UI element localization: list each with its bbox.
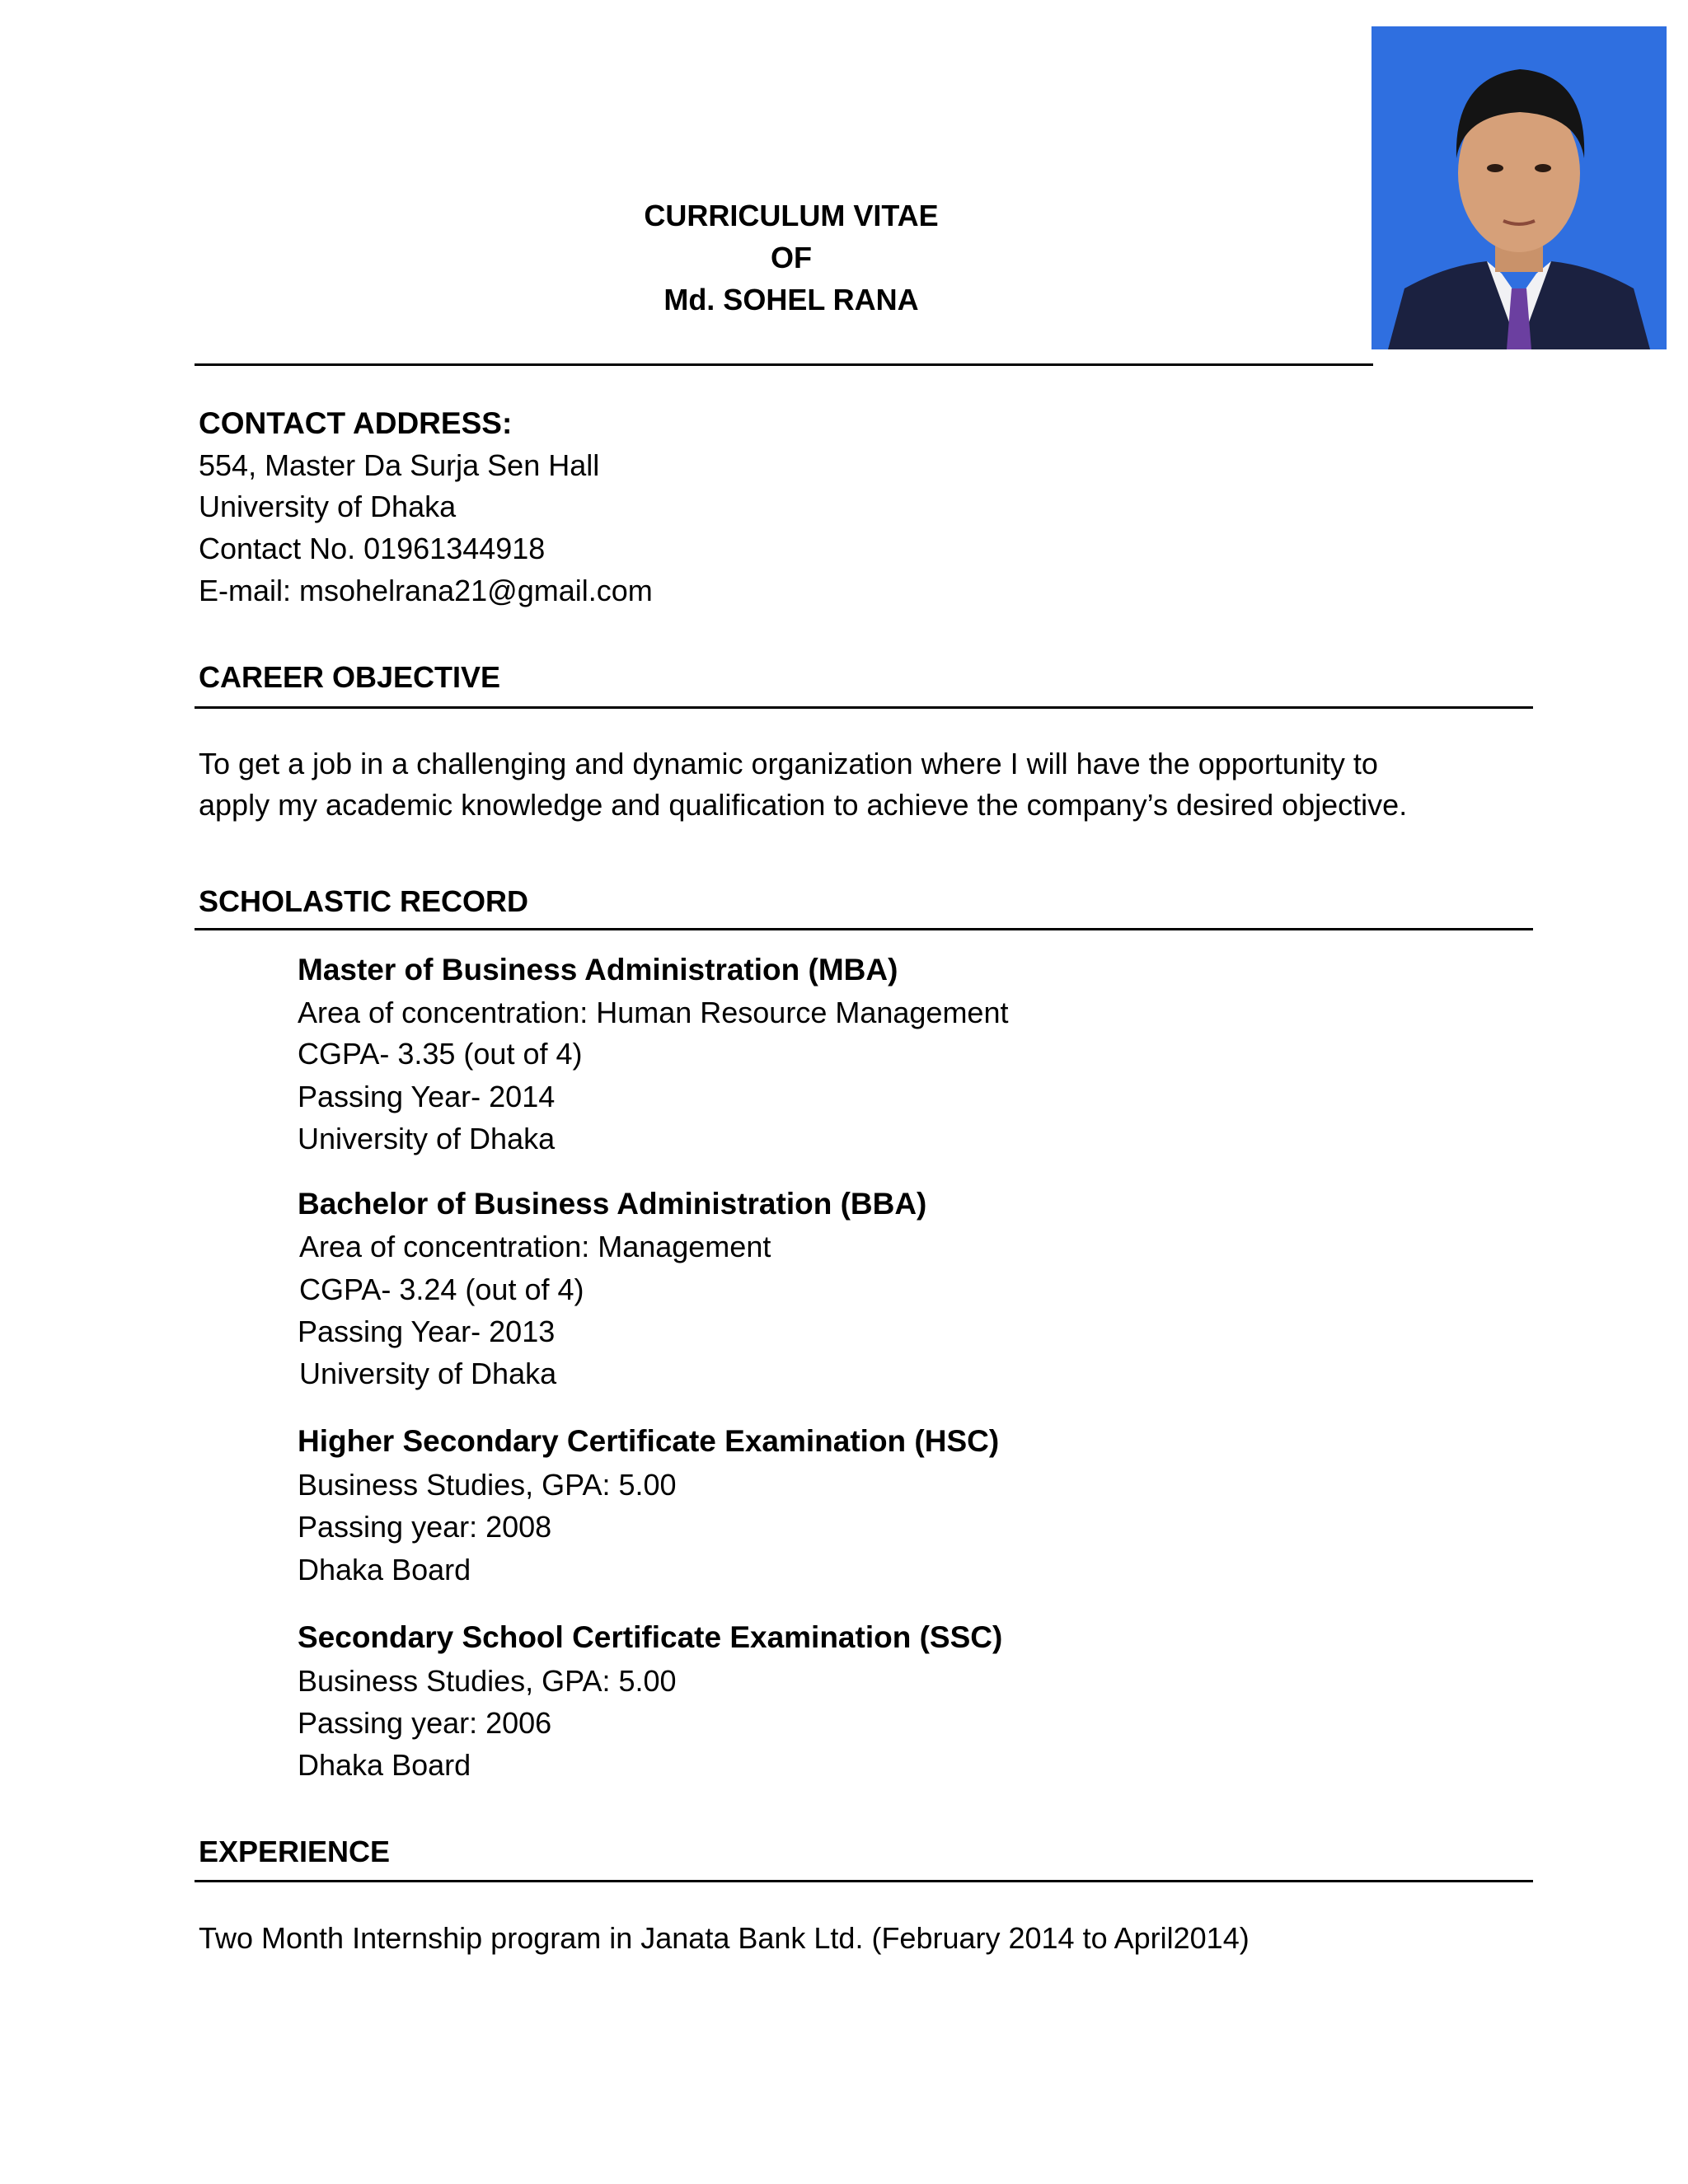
degree-detail: Business Studies, GPA: 5.00	[298, 1468, 677, 1502]
career-objective-line-2: apply my academic knowledge and qualification to achieve the company’s desired objective.	[199, 788, 1408, 822]
cv-title-of: OF	[771, 241, 812, 274]
degree-detail: Passing Year- 2013	[298, 1315, 556, 1348]
candidate-name: Md. SOHEL RANA	[663, 283, 919, 316]
scholastic-record-divider	[195, 928, 1533, 930]
degree-detail: Area of concentration: Human Resource Management	[298, 996, 1009, 1029]
degree-detail: CGPA- 3.35 (out of 4)	[298, 1037, 583, 1071]
experience-heading: EXPERIENCE	[199, 1835, 391, 1868]
contact-university-line: University of Dhaka	[199, 490, 457, 523]
degree-title-ssc: Secondary School Certificate Examination (SSC)	[298, 1620, 1003, 1654]
degree-detail: University of Dhaka	[298, 1122, 556, 1155]
degree-title-bba: Bachelor of Business Administration (BBA)	[298, 1187, 927, 1221]
contact-heading: CONTACT ADDRESS:	[199, 406, 513, 440]
experience-line: Two Month Internship program in Janata Bank Ltd. (February 2014 to April2014)	[199, 1921, 1250, 1955]
degree-title-mba: Master of Business Administration (MBA)	[298, 953, 898, 987]
degree-detail: Passing year: 2008	[298, 1510, 552, 1544]
contact-phone-line: Contact No. 01961344918	[199, 532, 546, 565]
degree-detail: Passing Year- 2014	[298, 1080, 556, 1113]
degree-detail: Area of concentration: Management	[299, 1230, 771, 1263]
cv-title-block	[495, 194, 1088, 321]
profile-photo	[1372, 26, 1667, 349]
cv-title: CURRICULUM VITAE	[644, 199, 939, 232]
degree-detail: Passing year: 2006	[298, 1706, 552, 1740]
degree-detail: Dhaka Board	[298, 1553, 471, 1586]
degree-detail: Dhaka Board	[298, 1748, 471, 1782]
career-objective-divider	[195, 706, 1533, 709]
career-objective-line-1: To get a job in a challenging and dynamic organization where I will have the opportunity to	[199, 747, 1378, 780]
degree-title-hsc: Higher Secondary Certificate Examination (HSC)	[298, 1424, 1000, 1458]
degree-detail: CGPA- 3.24 (out of 4)	[299, 1272, 584, 1306]
scholastic-record-heading: SCHOLASTIC RECORD	[199, 884, 529, 918]
portrait-icon	[1372, 26, 1667, 349]
degree-detail: Business Studies, GPA: 5.00	[298, 1664, 677, 1698]
contact-email-line: E-mail: msohelrana21@gmail.com	[199, 574, 653, 607]
experience-divider	[195, 1880, 1533, 1882]
degree-detail: University of Dhaka	[299, 1357, 557, 1390]
header-divider	[195, 363, 1373, 366]
contact-address-line: 554, Master Da Surja Sen Hall	[199, 448, 600, 482]
career-objective-heading: CAREER OBJECTIVE	[199, 660, 501, 694]
